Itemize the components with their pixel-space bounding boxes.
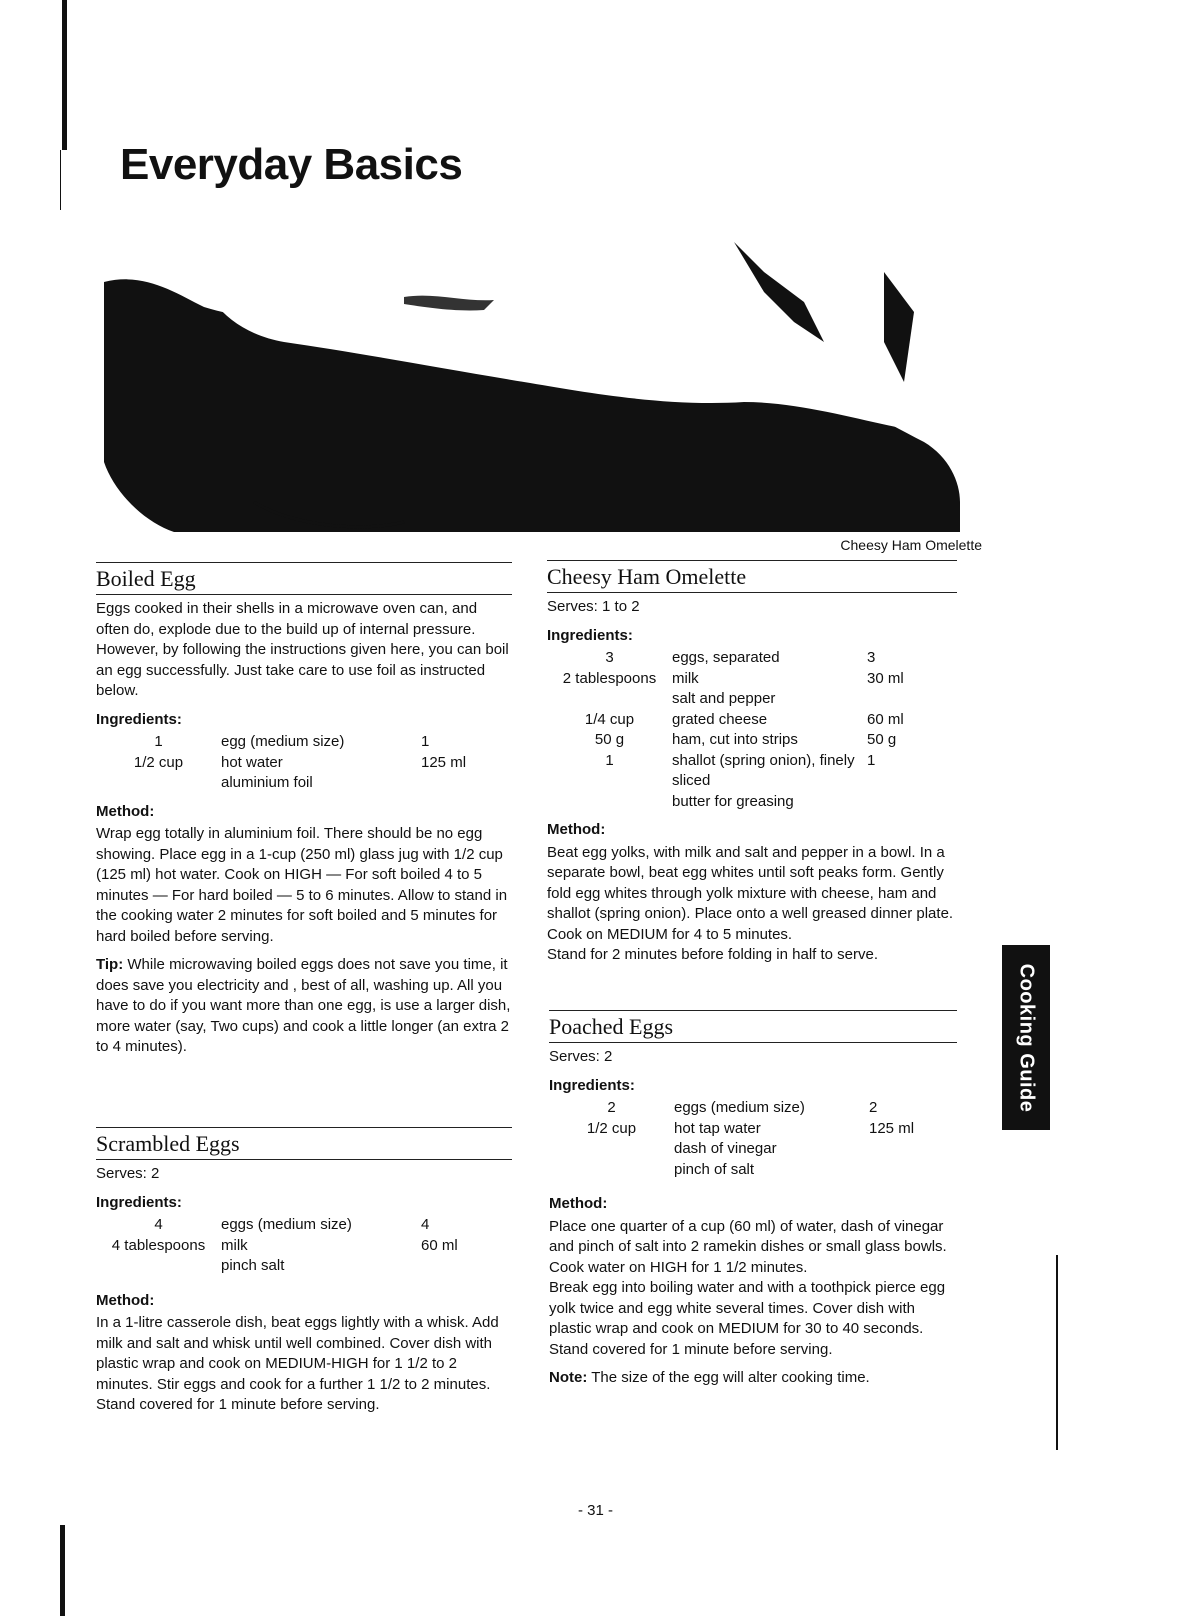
ingredient-qty: 1/4 cup — [584, 710, 635, 728]
poached-eggs-note — [549, 1368, 957, 1389]
photo-caption: Cheesy Ham Omelette — [840, 537, 982, 553]
boiled-egg-tip — [96, 955, 512, 1058]
ingredient-row — [547, 792, 904, 813]
ingredient-row — [549, 1119, 914, 1140]
ingredient-item: eggs, separated — [672, 649, 780, 666]
poached-eggs-ingredients-table — [549, 1098, 914, 1180]
ingredient-item: salt and pepper — [672, 690, 776, 707]
ingredient-item: milk — [221, 1236, 248, 1254]
ingredient-row — [96, 1215, 458, 1236]
ingredient-metric — [421, 773, 466, 794]
ingredient-item: shallot (spring onion), finely sliced — [672, 751, 855, 789]
boiled-egg-ingredients-table — [96, 732, 466, 794]
ingredient-row — [547, 730, 904, 751]
ingredient-qty: 4 — [154, 1216, 163, 1233]
ingredient-qty — [547, 689, 672, 710]
ingredient-item: butter for greasing — [672, 792, 794, 810]
ingredient-metric — [421, 1256, 458, 1277]
poached-method-line: Break egg into boiling water and with a toothpick pierce egg yolk twice and egg white several times. Cover dish with plastic wrap and cook on MEDIUM for 30 to 40 seconds. — [549, 1279, 946, 1337]
tip-label: Tip: — [96, 956, 124, 973]
ingredient-metric: 1 — [867, 751, 876, 769]
poached-method-line: Stand covered for 1 minute before serving. — [549, 1340, 833, 1358]
cooking-guide-tab — [1002, 945, 1050, 1130]
ingredient-metric: 60 ml — [421, 1236, 458, 1254]
ingredient-qty: 4 tablespoons — [111, 1236, 206, 1254]
page-number: - 31 - — [577, 1502, 613, 1519]
ingredient-row — [547, 648, 904, 669]
ingredient-item: ham, cut into strips — [672, 731, 798, 748]
scrambled-eggs-method: In a 1-litre casserole dish, beat eggs lightly with a whisk. Add milk and salt and whisk until well combined. Cover dish with plastic wrap and cook on MEDIUM-HIGH for 1 1/2 to 2 minutes. Stir eggs and cook for a further 1 1/2 to 2 minutes. Stand covered for 1 minute before serving. — [96, 1314, 499, 1413]
scan-mark-top-left — [62, 0, 67, 150]
ingredient-row — [96, 773, 466, 794]
ingredient-metric: 2 — [869, 1099, 878, 1116]
ingredient-item: hot tap water — [674, 1119, 761, 1137]
ingredient-item: hot water — [221, 753, 283, 771]
ingredient-metric: 1 — [421, 733, 430, 750]
ingredient-qty — [549, 1160, 674, 1181]
ingredient-row — [549, 1139, 914, 1160]
poached-eggs-heading: Poached Eggs — [549, 1010, 957, 1043]
ingredient-item: grated cheese — [672, 710, 768, 728]
ingredient-qty — [96, 1256, 221, 1277]
cooking-guide-tab-label: Cooking Guide — [1015, 963, 1038, 1112]
ingredient-item: eggs (medium size) — [221, 1216, 352, 1233]
page-title: Everyday Basics — [120, 140, 463, 189]
poached-eggs-serves: Serves: 2 — [549, 1048, 613, 1065]
ingredient-metric: 50 g — [867, 731, 897, 748]
boiled-egg-method: Wrap egg totally in aluminium foil. There should be no egg showing. Place egg in a 1-cup (250 ml) glass jug with 1/2 cup (125 ml) hot water. Cook on HIGH — For soft boiled 4 to 5 minutes — For hard boiled — 5 to 6 minutes. Allow to stand in the cooking water 2 minutes for soft boiled and 5 minutes for hard boiled before serving. — [96, 825, 508, 945]
ingredient-row — [547, 669, 904, 690]
ingredient-metric: 3 — [867, 649, 876, 666]
ingredient-metric: 60 ml — [867, 710, 904, 728]
ingredient-qty — [549, 1139, 674, 1160]
ingredient-qty: 2 tablespoons — [562, 669, 657, 687]
omelette-heading: Cheesy Ham Omelette — [547, 560, 957, 593]
omelette-photo — [104, 232, 960, 532]
ingredient-metric: 125 ml — [869, 1119, 915, 1137]
ingredient-qty: 1/2 cup — [586, 1119, 637, 1137]
poached-method-line: Cook water on HIGH for 1 1/2 minutes. — [549, 1258, 808, 1276]
scrambled-eggs-serves: Serves: 2 — [96, 1165, 160, 1182]
ingredient-metric — [869, 1160, 914, 1181]
scrambled-eggs-heading: Scrambled Eggs — [96, 1127, 512, 1160]
scan-mark-left-edge — [60, 150, 61, 210]
scrambled-eggs-section — [96, 1127, 512, 1416]
ingredient-metric: 4 — [421, 1216, 430, 1233]
ingredient-qty: 2 — [607, 1099, 616, 1116]
ingredient-metric: 125 ml — [421, 753, 467, 771]
omelette-method-label: Method: — [547, 821, 606, 838]
ingredient-row — [96, 1236, 458, 1257]
omelette-serves: Serves: 1 to 2 — [547, 598, 640, 615]
ingredient-row — [96, 732, 466, 753]
ingredient-qty — [96, 773, 221, 794]
ingredient-row — [547, 710, 904, 731]
poached-eggs-section — [549, 1010, 957, 1389]
ingredient-row — [549, 1098, 914, 1119]
ingredient-row — [96, 1256, 458, 1277]
ingredient-qty: 50 g — [594, 731, 625, 748]
omelette-ingredients-table — [547, 648, 904, 812]
ingredient-item: milk — [672, 669, 699, 687]
boiled-egg-ingredients-label: Ingredients: — [96, 710, 182, 728]
ingredient-item: pinch of salt — [674, 1160, 755, 1178]
omelette-ingredients-label: Ingredients: — [547, 626, 633, 644]
tip-text: While microwaving boiled eggs does not save you time, it does save you electricity and , best of all, washing up. All you have to do if you want more than one egg, is use a larger dish, more water (say, Two cups) and cook a little longer (an extra 2 to 4 minutes). — [96, 956, 511, 1055]
poached-eggs-method-label: Method: — [549, 1195, 608, 1212]
ingredient-row — [547, 751, 904, 792]
ingredient-metric — [869, 1139, 914, 1160]
scan-mark-bottom-left — [60, 1525, 65, 1616]
boiled-egg-intro: Eggs cooked in their shells in a microwave oven can, and often do, explode due to the build up of internal pressure. However, by following the instructions given here, you can boil an egg successfully. Just take care to use foil as instructed below. — [96, 600, 509, 699]
poached-eggs-ingredients-label: Ingredients: — [549, 1076, 635, 1094]
boiled-egg-method-label: Method: — [96, 802, 155, 820]
ingredient-metric — [867, 792, 904, 813]
ingredient-item: dash of vinegar — [674, 1140, 777, 1157]
omelette-method-line: Beat egg yolks, with milk and salt and pepper in a bowl. In a separate bowl, beat egg whites until soft peaks form. Gently fold egg whites through yolk mixture with cheese, ham and shallot (spring onion). Place onto a well greased dinner plate. — [547, 843, 954, 922]
scrambled-eggs-ingredients-label: Ingredients: — [96, 1193, 182, 1211]
ingredient-qty: 3 — [605, 649, 614, 666]
ingredient-qty: 1/2 cup — [133, 753, 184, 771]
ingredient-row — [547, 689, 904, 710]
ingredient-qty: 1 — [154, 733, 163, 750]
cheesy-ham-omelette-section — [547, 560, 957, 966]
ingredient-item: pinch salt — [221, 1257, 285, 1274]
ingredient-metric: 30 ml — [867, 669, 904, 687]
ingredient-row — [549, 1160, 914, 1181]
ingredient-item: aluminium foil — [221, 774, 313, 791]
ingredient-metric — [867, 689, 904, 710]
ingredient-item: eggs (medium size) — [674, 1099, 805, 1116]
scrambled-eggs-method-label: Method: — [96, 1291, 155, 1309]
scrambled-eggs-ingredients-table — [96, 1215, 458, 1277]
ingredient-item: egg (medium size) — [221, 733, 345, 750]
ingredient-qty — [547, 792, 672, 813]
boiled-egg-section — [96, 562, 512, 1058]
omelette-method-line: Cook on MEDIUM for 4 to 5 minutes. — [547, 925, 793, 943]
poached-method-line: Place one quarter of a cup (60 ml) of water, dash of vinegar and pinch of salt into 2 ramekin dishes or small glass bowls. — [549, 1217, 947, 1255]
scan-mark-right — [1056, 1255, 1058, 1450]
note-text: The size of the egg will alter cooking time. — [591, 1369, 870, 1386]
omelette-method-line: Stand for 2 minutes before folding in half to serve. — [547, 946, 879, 963]
ingredient-qty: 1 — [605, 751, 614, 769]
boiled-egg-heading: Boiled Egg — [96, 562, 512, 595]
note-label: Note: — [549, 1369, 588, 1386]
ingredient-row — [96, 753, 466, 774]
